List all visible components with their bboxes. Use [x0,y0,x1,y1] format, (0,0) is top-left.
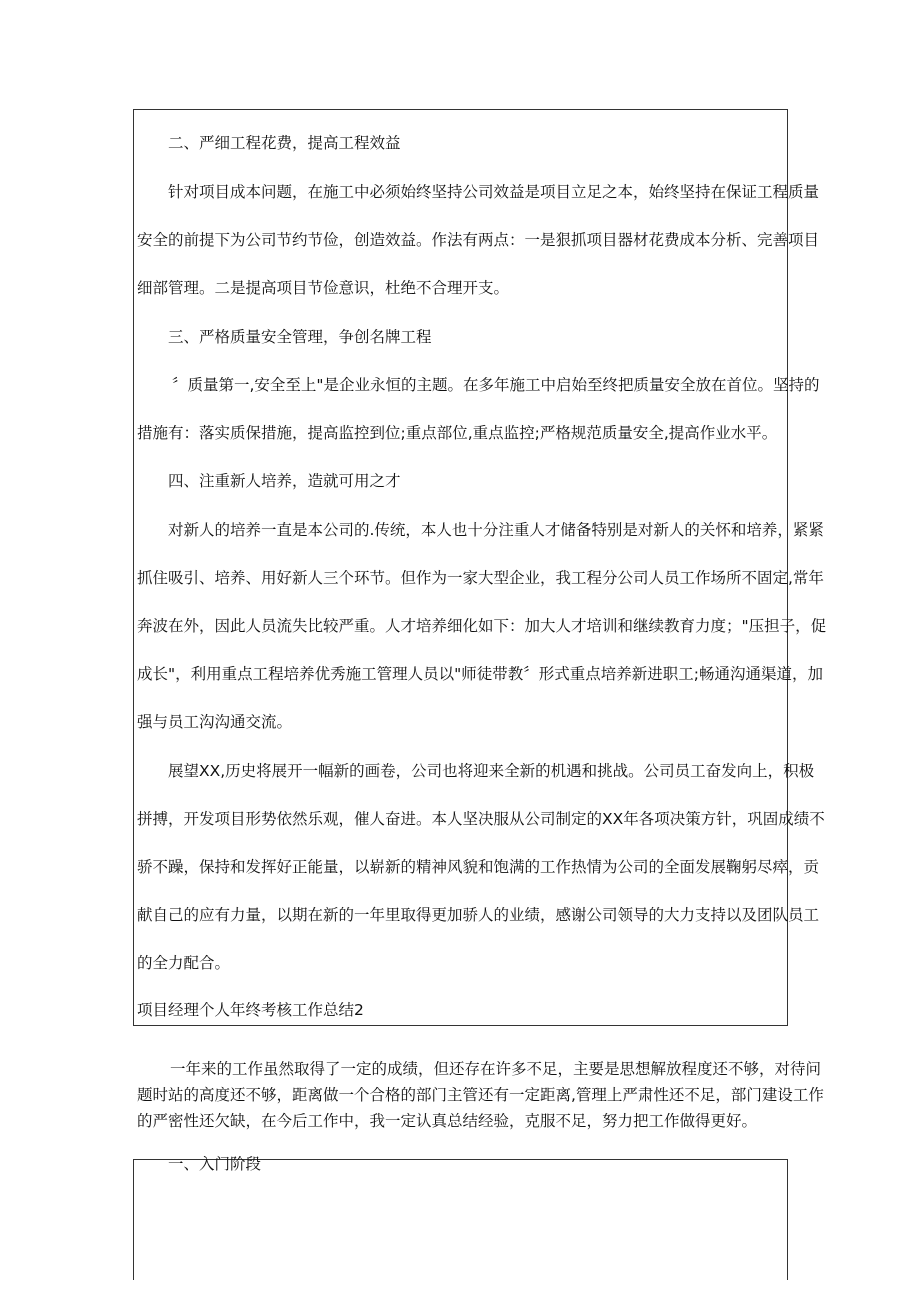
p5-line-4: 献自己的应有力量，以期在新的一年里取得更加骄人的业绩，感谢公司领导的大力支持以及团队员工 [137,906,820,924]
p5-line-5: 的全力配合。 [137,954,231,972]
p2-line-3: 细部管理。二是提高项目节俭意识，杜绝不合理开支。 [137,279,510,297]
heading-3: 三、严格质量安全管理，争创名牌工程 [168,328,432,346]
p5-line-2: 拼搏，开发项目形势依然乐观，催人奋进。本人坚决服从公司制定的XX年各项决策方针，巩固成绩不 [137,810,825,828]
heading-4: 四、注重新人培养，造就可用之才 [168,472,401,490]
p2-line-2: 安全的前提下为公司节约节俭，创造效益。作法有两点：一是狠抓项目器材花费成本分析、完善项目 [137,231,820,249]
p3-line-1: 〞质量第一,安全至上"是企业永恒的主题。在多年施工中启始至终把质量安全放在首位。坚持的 [172,376,820,394]
p4-line-1: 对新人的培养一直是本公司的.传统，本人也十分注重人才储备特别是对新人的关怀和培养，紧紧 [168,521,824,539]
heading-2: 二、严细工程花费，提高工程效益 [168,134,401,152]
p5-line-3: 骄不躁，保持和发挥好正能量，以崭新的精神风貌和饱满的工作热情为公司的全面发展鞠躬尽瘁，贡 [137,858,820,876]
p3-line-2: 措施有：落实质保措施，提高监控到位;重点部位,重点监控;严格规范质量安全,提高作业水平。 [137,424,778,442]
intro-line-3: 的严密性还欠缺，在今后工作中，我一定认真总结经验，克服不足，努力把工作做得更好。 [137,1112,758,1130]
section-footer-title: 项目经理个人年终考核工作总结2 [137,1001,364,1019]
content-box-2 [133,1159,788,1280]
p2-line-1: 针对项目成本问题，在施工中必须始终坚持公司效益是项目立足之本，始终坚持在保证工程质量 [168,183,820,201]
p5-line-1: 展望XX,历史将展开一幅新的画卷，公司也将迎来全新的机遇和挑战。公司员工奋发向上，积极 [168,762,815,780]
p4-line-4: 成长"，利用重点工程培养优秀施工管理人员以"师徒带教〞形式重点培养新进职工;畅通沟通渠道，加 [137,665,823,683]
p4-line-5: 强与员工沟沟通交流。 [137,713,293,731]
p4-line-3: 奔波在外，因此人员流失比较严重。人才培养细化如下：加大人才培训和继续教育力度；"压担子，促 [137,617,827,635]
intro-line-2: 题时站的高度还不够，距离做一个合格的部门主管还有一定距离,管理上严肃性还不足，部门建设工作 [137,1086,824,1104]
intro-line-1: 一年来的工作虽然取得了一定的成绩，但还存在许多不足，主要是思想解放程度还不够，对待问 [170,1060,822,1078]
section2-heading-1: 一、入门阶段 [168,1155,262,1173]
p4-line-2: 抓住吸引、培养、用好新人三个环节。但作为一家大型企业，我工程分公司人员工作场所不固定,常年 [137,569,824,587]
